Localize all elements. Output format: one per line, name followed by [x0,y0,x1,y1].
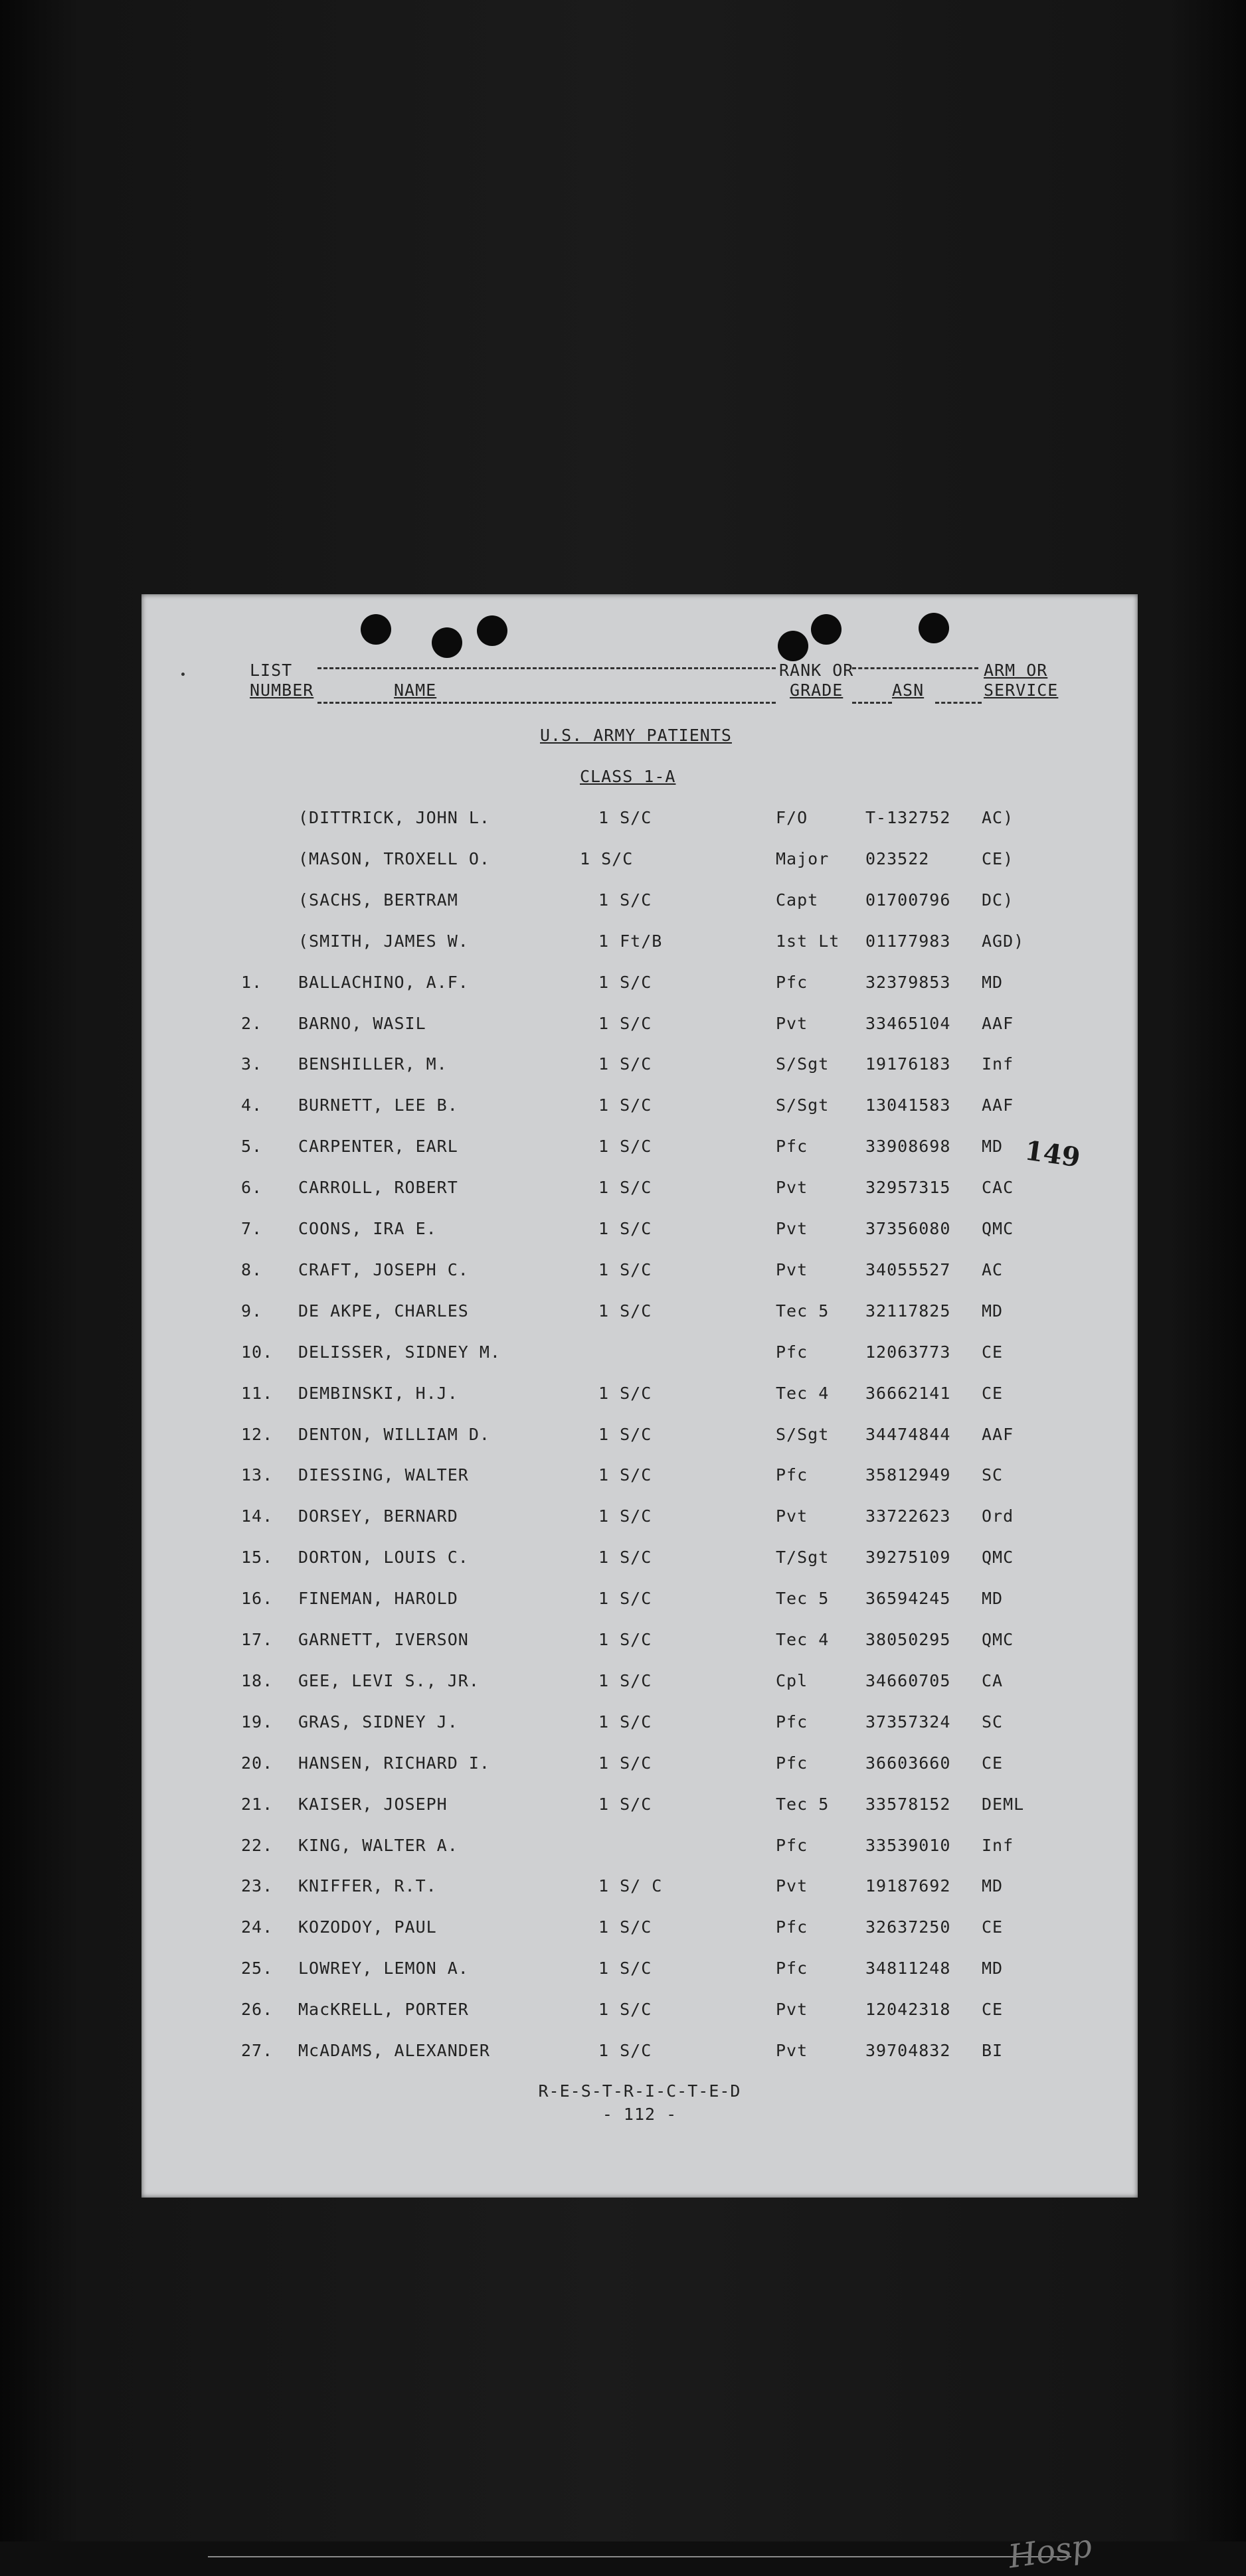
patient-status: 1 S/C [598,1384,652,1403]
patient-name: DE AKPE, CHARLES [298,1301,469,1321]
patient-status: 1 S/C [598,1917,652,1937]
patient-service: AAF [982,1095,1014,1115]
row-number: 5. [241,1137,263,1156]
patient-asn: 34055527 [865,1260,951,1279]
row-number: 25. [241,1959,274,1978]
table-row [141,1630,1138,1656]
patient-asn: 37357324 [865,1712,951,1731]
patient-rank: Pfc [776,1959,808,1978]
patient-service: BI [982,2041,1004,2060]
section-title: U.S. ARMY PATIENTS [540,726,732,745]
table-row [141,1342,1138,1369]
table-row [141,1712,1138,1739]
paper-speck [181,673,185,676]
row-number: 8. [241,1260,263,1279]
page-stamp-number: 149 [1023,1135,1083,1174]
patient-name: BALLACHINO, A.F. [298,973,469,992]
table-row [141,931,1138,958]
table-row [141,2041,1138,2067]
patient-name: BURNETT, LEE B. [298,1095,458,1115]
document-page [141,594,1138,2576]
patient-name: DIESSING, WALTER [298,1465,469,1485]
patient-status: 1 S/C [598,1959,652,1978]
row-number: 18. [241,1671,274,1690]
patient-rank: Pvt [776,1014,808,1033]
row-number: 9. [241,1301,263,1321]
patient-name: DENTON, WILLIAM D. [298,1425,490,1444]
handwritten-note: Hosp [1006,2527,1095,2576]
patient-status: 1 S/C [598,1548,652,1567]
patient-service: AAF [982,1425,1014,1444]
table-row [141,808,1138,835]
patient-name: LOWREY, LEMON A. [298,1959,469,1978]
patient-rank: Pfc [776,1465,808,1485]
patient-status: 1 S/C [598,1589,652,1608]
patient-status: 1 S/C [598,1260,652,1279]
patient-rank: Pvt [776,1506,808,1526]
table-row [141,1753,1138,1780]
patient-name: (MASON, TROXELL O. [298,849,490,868]
table-row [141,1301,1138,1328]
patient-rank: Pvt [776,1219,808,1238]
patient-name: COONS, IRA E. [298,1219,437,1238]
table-row [141,849,1138,876]
patient-name: KING, WALTER A. [298,1836,458,1855]
punch-hole [432,627,462,658]
patient-asn: 32637250 [865,1917,951,1937]
patient-service: DC) [982,890,1014,910]
patient-service: MD [982,973,1004,992]
patient-asn: 12063773 [865,1342,951,1362]
patient-service: AAF [982,1014,1014,1033]
patient-rank: Tec 5 [776,1301,830,1321]
header-name: NAME [394,681,437,700]
table-row [141,1095,1138,1122]
patient-status: 1 Ft/B [598,931,663,951]
patient-service: SC [982,1712,1004,1731]
table-row [141,1548,1138,1574]
row-number: 4. [241,1095,263,1115]
patient-asn: 023522 [865,849,930,868]
punch-hole [811,614,842,645]
patient-rank: S/Sgt [776,1054,830,1074]
patient-asn: 34811248 [865,1959,951,1978]
patient-asn: 33578152 [865,1795,951,1814]
patient-name: DELISSER, SIDNEY M. [298,1342,501,1362]
patient-asn: 13041583 [865,1095,951,1115]
patient-asn: 32957315 [865,1178,951,1197]
patient-asn: 32117825 [865,1301,951,1321]
patient-service: CE [982,1384,1004,1403]
patient-asn: 33908698 [865,1137,951,1156]
row-number: 3. [241,1054,263,1074]
patient-name: CARROLL, ROBERT [298,1178,458,1197]
patient-service: CE) [982,849,1014,868]
row-number: 24. [241,1917,274,1937]
patient-name: DORTON, LOUIS C. [298,1548,469,1567]
table-row [141,1384,1138,1410]
strike-line [208,2556,1071,2557]
patient-service: MD [982,1589,1004,1608]
table-row [141,1137,1138,1163]
patient-rank: Capt [776,890,819,910]
row-number: 10. [241,1342,274,1362]
row-number: 16. [241,1589,274,1608]
patient-status: 1 S/C [598,1671,652,1690]
patient-name: CARPENTER, EARL [298,1137,458,1156]
patient-asn: 01177983 [865,931,951,951]
patient-status: 1 S/C [580,849,634,868]
patient-status: 1 S/C [598,1795,652,1814]
patient-name: FINEMAN, HAROLD [298,1589,458,1608]
patient-rank: Tec 5 [776,1795,830,1814]
patient-status: 1 S/C [598,2000,652,2019]
patient-asn: 34660705 [865,1671,951,1690]
patient-rank: Pvt [776,1178,808,1197]
table-row [141,1178,1138,1204]
patient-asn: 19176183 [865,1054,951,1074]
patient-asn: 33722623 [865,1506,951,1526]
patient-asn: T-132752 [865,808,951,827]
row-number: 2. [241,1014,263,1033]
patient-service: SC [982,1465,1004,1485]
patient-rank: Pfc [776,973,808,992]
punch-hole [919,613,949,643]
patient-name: KOZODOY, PAUL [298,1917,437,1937]
patient-asn: 36662141 [865,1384,951,1403]
patient-rank: S/Sgt [776,1425,830,1444]
patient-rank: F/O [776,808,808,827]
row-number: 15. [241,1548,274,1567]
patient-asn: 39704832 [865,2041,951,2060]
row-number: 23. [241,1876,274,1895]
table-row [141,1671,1138,1698]
patient-service: AC [982,1260,1004,1279]
row-number: 6. [241,1178,263,1197]
patient-asn: 39275109 [865,1548,951,1567]
page-number: - 112 - [602,2105,677,2124]
row-number: 14. [241,1506,274,1526]
patient-asn: 34474844 [865,1425,951,1444]
patient-asn: 12042318 [865,2000,951,2019]
patient-status: 1 S/C [598,1301,652,1321]
patient-name: MacKRELL, PORTER [298,2000,469,2019]
row-number: 13. [241,1465,274,1485]
patient-asn: 33539010 [865,1836,951,1855]
patient-status: 1 S/C [598,1178,652,1197]
patient-status: 1 S/C [598,1425,652,1444]
patient-status: 1 S/ C [598,1876,663,1895]
patient-service: CAC [982,1178,1014,1197]
row-number: 22. [241,1836,274,1855]
patient-name: BARNO, WASIL [298,1014,426,1033]
patient-service: Ord [982,1506,1014,1526]
patient-rank: S/Sgt [776,1095,830,1115]
patient-asn: 36594245 [865,1589,951,1608]
punch-hole [361,614,391,645]
patient-name: CRAFT, JOSEPH C. [298,1260,469,1279]
punch-hole [477,615,507,646]
row-number: 19. [241,1712,274,1731]
table-row [141,1219,1138,1246]
patient-name: (SMITH, JAMES W. [298,931,469,951]
patient-status: 1 S/C [598,973,652,992]
table-row [141,1425,1138,1451]
patient-name: KNIFFER, R.T. [298,1876,437,1895]
patient-rank: Pfc [776,1917,808,1937]
row-number: 7. [241,1219,263,1238]
patient-asn: 37356080 [865,1219,951,1238]
patient-name: DORSEY, BERNARD [298,1506,458,1526]
patient-status: 1 S/C [598,1630,652,1649]
patient-status: 1 S/C [598,890,652,910]
patient-status: 1 S/C [598,1219,652,1238]
header-dashed-rule [317,667,776,669]
patient-service: DEML [982,1795,1025,1814]
header-dashed-rule [935,702,982,704]
patient-service: CA [982,1671,1004,1690]
patient-status: 1 S/C [598,1506,652,1526]
patient-rank: Cpl [776,1671,808,1690]
patient-rank: T/Sgt [776,1548,830,1567]
patient-name: DEMBINSKI, H.J. [298,1384,458,1403]
patient-asn: 32379853 [865,973,951,992]
row-number: 20. [241,1753,274,1773]
table-row [141,1836,1138,1862]
patient-status: 1 S/C [598,2041,652,2060]
patient-rank: Pvt [776,2000,808,2019]
patient-rank: 1st Lt [776,931,840,951]
patient-name: (DITTRICK, JOHN L. [298,808,490,827]
patient-service: AGD) [982,931,1025,951]
patient-rank: Pvt [776,1260,808,1279]
patient-service: CE [982,1753,1004,1773]
header-dashed-rule [317,702,776,704]
patient-service: MD [982,1959,1004,1978]
patient-service: AC) [982,808,1014,827]
patient-asn: 36603660 [865,1753,951,1773]
header-list-number: LIST NUMBER [250,661,314,700]
patient-name: McADAMS, ALEXANDER [298,2041,490,2060]
patient-name: (SACHS, BERTRAM [298,890,458,910]
patient-rank: Pfc [776,1712,808,1731]
row-number: 26. [241,2000,274,2019]
patient-name: KAISER, JOSEPH [298,1795,448,1814]
table-row [141,1260,1138,1287]
header-arm-service: ARM OR SERVICE [984,661,1059,700]
patient-rank: Major [776,849,830,868]
patient-rank: Pfc [776,1836,808,1855]
patient-service: QMC [982,1548,1014,1567]
punch-hole [778,631,808,661]
patient-rank: Tec 4 [776,1630,830,1649]
row-number: 11. [241,1384,274,1403]
row-number: 12. [241,1425,274,1444]
table-row [141,973,1138,999]
row-number: 1. [241,973,263,992]
patient-rank: Pvt [776,2041,808,2060]
patient-asn: 38050295 [865,1630,951,1649]
patient-asn: 01700796 [865,890,951,910]
patient-name: GRAS, SIDNEY J. [298,1712,458,1731]
header-dashed-rule [852,667,978,669]
header-asn: ASN [892,681,925,700]
patient-status: 1 S/C [598,1137,652,1156]
patient-service: MD [982,1301,1004,1321]
restricted-footer: R-E-S-T-R-I-C-T-E-D [538,2081,741,2101]
patient-name: GEE, LEVI S., JR. [298,1671,480,1690]
patient-name: GARNETT, IVERSON [298,1630,469,1649]
patient-service: MD [982,1137,1004,1156]
patient-service: Inf [982,1054,1014,1074]
class-title: CLASS 1-A [580,767,676,786]
table-row [141,1506,1138,1533]
patient-asn: 33465104 [865,1014,951,1033]
patient-asn: 35812949 [865,1465,951,1485]
row-number: 21. [241,1795,274,1814]
patient-rank: Tec 4 [776,1384,830,1403]
patient-asn: 19187692 [865,1876,951,1895]
patient-status: 1 S/C [598,1712,652,1731]
table-row [141,1917,1138,1944]
patient-service: Inf [982,1836,1014,1855]
patient-status: 1 S/C [598,1753,652,1773]
table-row [141,1876,1138,1903]
table-row [141,1959,1138,1985]
patient-status: 1 S/C [598,1095,652,1115]
patient-service: CE [982,2000,1004,2019]
patient-service: CE [982,1342,1004,1362]
table-row [141,2000,1138,2026]
row-number: 27. [241,2041,274,2060]
patient-service: QMC [982,1219,1014,1238]
header-rank: RANK OR GRADE [779,661,854,700]
table-row [141,1795,1138,1821]
table-row [141,1054,1138,1081]
table-row [141,1465,1138,1492]
header-dashed-rule [852,702,892,704]
patient-status: 1 S/C [598,808,652,827]
patient-name: HANSEN, RICHARD I. [298,1753,490,1773]
patient-rank: Pfc [776,1342,808,1362]
table-row [141,1014,1138,1040]
patient-rank: Pvt [776,1876,808,1895]
row-number: 17. [241,1630,274,1649]
patient-status: 1 S/C [598,1014,652,1033]
patient-service: CE [982,1917,1004,1937]
patient-status: 1 S/C [598,1465,652,1485]
table-row [141,890,1138,917]
patient-rank: Pfc [776,1137,808,1156]
patient-name: BENSHILLER, M. [298,1054,448,1074]
table-row [141,1589,1138,1615]
patient-service: QMC [982,1630,1014,1649]
patient-rank: Tec 5 [776,1589,830,1608]
patient-status: 1 S/C [598,1054,652,1074]
patient-service: MD [982,1876,1004,1895]
patient-rank: Pfc [776,1753,808,1773]
